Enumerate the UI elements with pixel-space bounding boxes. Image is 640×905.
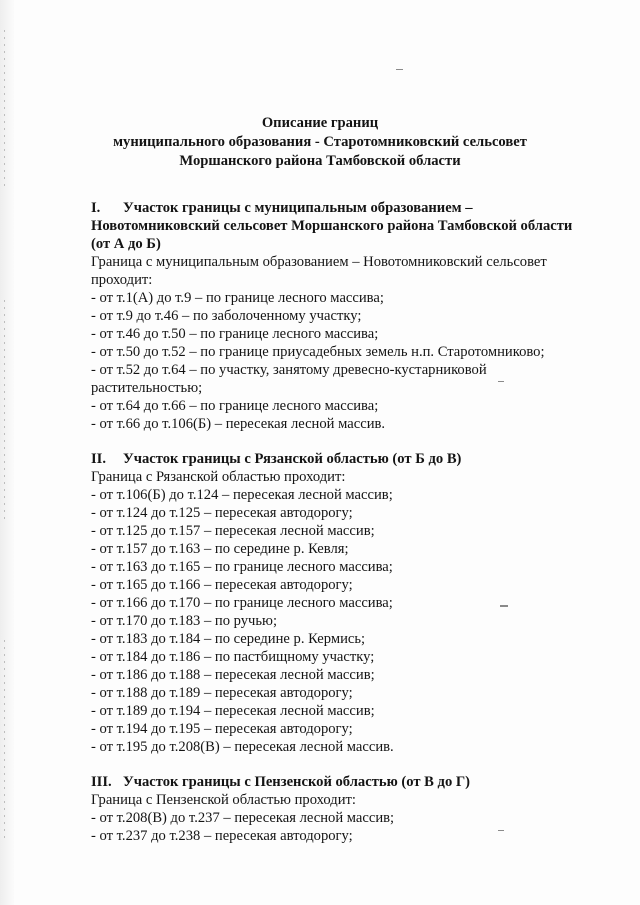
section-number: II.: [91, 451, 107, 467]
heading-line: (от А до Б): [91, 236, 161, 252]
section-heading: [91, 773, 621, 791]
boundary-item: - от т.9 до т.46 – по заболоченному участку;: [91, 308, 362, 324]
boundary-item: - от т.166 до т.170 – по границе лесного массива;: [91, 595, 393, 611]
boundary-item: - от т.188 до т.189 – пересекая автодорогу;: [91, 685, 353, 701]
boundary-item: - от т.237 до т.238 – пересекая автодорогу;: [91, 828, 353, 844]
boundary-item: - от т.64 до т.66 – по границе лесного массива;: [91, 398, 379, 414]
boundary-item: - от т.157 до т.163 – по середине р. Кевля;: [91, 541, 349, 557]
section-number: I.: [91, 200, 101, 216]
title-line: Описание границ: [261, 115, 379, 131]
document-body: [91, 199, 621, 862]
title-line: муниципального образования - Старотомниковский сельсовет: [113, 134, 527, 150]
boundary-item: растительностью;: [91, 380, 203, 396]
boundary-item: - от т.189 до т.194 – пересекая лесной массив;: [91, 703, 375, 719]
intro-line: проходит:: [91, 272, 153, 288]
section-2: [91, 450, 621, 756]
boundary-item: - от т.52 до т.64 – по участку, занятому древесно-кустарниковой: [91, 362, 487, 378]
boundary-item: - от т.170 до т.183 – по ручью;: [91, 613, 277, 629]
boundary-item: - от т.125 до т.157 – пересекая лесной массив;: [91, 523, 375, 539]
boundary-item: - от т.184 до т.186 – по пастбищному участку;: [91, 649, 375, 665]
boundary-item: - от т.165 до т.166 – пересекая автодорогу;: [91, 577, 353, 593]
boundary-item: - от т.183 до т.184 – по середине р. Кермись;: [91, 631, 366, 647]
scan-dotted-line: [4, 300, 5, 520]
boundary-item: - от т.50 до т.52 – по границе приусадебных земель н.п. Старотомниково;: [91, 344, 545, 360]
boundary-item: - от т.186 до т.188 – пересекая лесной массив;: [91, 667, 375, 683]
boundary-item: - от т.1(А) до т.9 – по границе лесного массива;: [91, 290, 384, 306]
document-title: [0, 114, 640, 171]
section-number: III.: [91, 774, 112, 790]
boundary-item: - от т.124 до т.125 – пересекая автодорогу;: [91, 505, 353, 521]
scan-speck: [396, 69, 403, 70]
scan-dotted-line: [4, 640, 5, 840]
heading-line: Новотомниковский сельсовет Моршанского района Тамбовской области: [91, 218, 573, 234]
section-heading: [91, 450, 621, 468]
boundary-item: - от т.195 до т.208(В) – пересекая лесной массив.: [91, 739, 394, 755]
intro-line: Граница с Пензенской областью проходит:: [91, 792, 356, 808]
heading-line: Участок границы с Пензенской областью (от В до Г): [123, 774, 471, 790]
heading-line: Участок границы с Рязанской областью (от Б до В): [123, 451, 462, 467]
boundary-item: - от т.208(В) до т.237 – пересекая лесной массив;: [91, 810, 395, 826]
boundary-item: - от т.46 до т.50 – по границе лесного массива;: [91, 326, 379, 342]
title-line: Моршанского района Тамбовской области: [179, 153, 461, 169]
intro-line: Граница с муниципальным образованием – Новотомниковский сельсовет: [91, 254, 547, 270]
boundary-item: - от т.194 до т.195 – пересекая автодорогу;: [91, 721, 353, 737]
section-3: [91, 773, 621, 845]
boundary-item: - от т.163 до т.165 – по границе лесного массива;: [91, 559, 393, 575]
intro-line: Граница с Рязанской областью проходит:: [91, 469, 346, 485]
section-heading: [91, 199, 621, 217]
boundary-item: - от т.66 до т.106(Б) – пересекая лесной массив.: [91, 416, 386, 432]
section-1: [91, 199, 621, 433]
boundary-item: - от т.106(Б) до т.124 – пересекая лесной массив;: [91, 487, 393, 503]
heading-line: Участок границы с муниципальным образованием –: [123, 200, 473, 216]
